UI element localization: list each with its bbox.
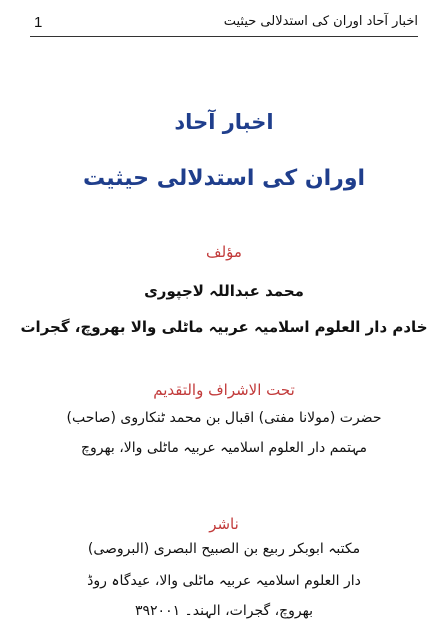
running-header <box>30 12 418 34</box>
author-label: مؤلف <box>206 243 242 261</box>
book-title-line-1: اخبار آحاد <box>174 110 274 134</box>
supervisor-affiliation: مہتمم دار العلوم اسلامیہ عربیہ ماٹلی والا، بھروچ <box>80 440 368 456</box>
header-divider <box>30 36 418 37</box>
publisher-label: ناشر <box>209 515 239 533</box>
supervision-label: تحت الاشراف والتقدیم <box>153 381 295 399</box>
publisher-city-line: بھروچ، گجرات، الہند۔ ۳۹۲۰۰۱ <box>134 603 313 619</box>
running-title: اخبار آحاد اوران کی استدلالی حیثیت <box>223 14 418 29</box>
author-name: محمد عبداللہ لاجپوری <box>144 282 304 300</box>
publisher-address-line: دار العلوم اسلامیہ عربیہ ماٹلی والا، عیدگاہ روڈ <box>87 573 361 589</box>
book-title-line-2: اوران کی استدلالی حیثیت <box>82 166 366 191</box>
supervisor-name: حضرت (مولانا مفتی) اقبال بن محمد ٹنکاروی (صاحب) <box>66 410 382 426</box>
publisher-name: مکتبہ ابوبکر ربیع بن الصبیح البصری (البروصی) <box>87 541 361 557</box>
page-number: 1 <box>34 14 43 31</box>
author-affiliation: خادم دار العلوم اسلامیہ عربیہ ماٹلی والا بھروچ، گجرات <box>20 318 428 336</box>
